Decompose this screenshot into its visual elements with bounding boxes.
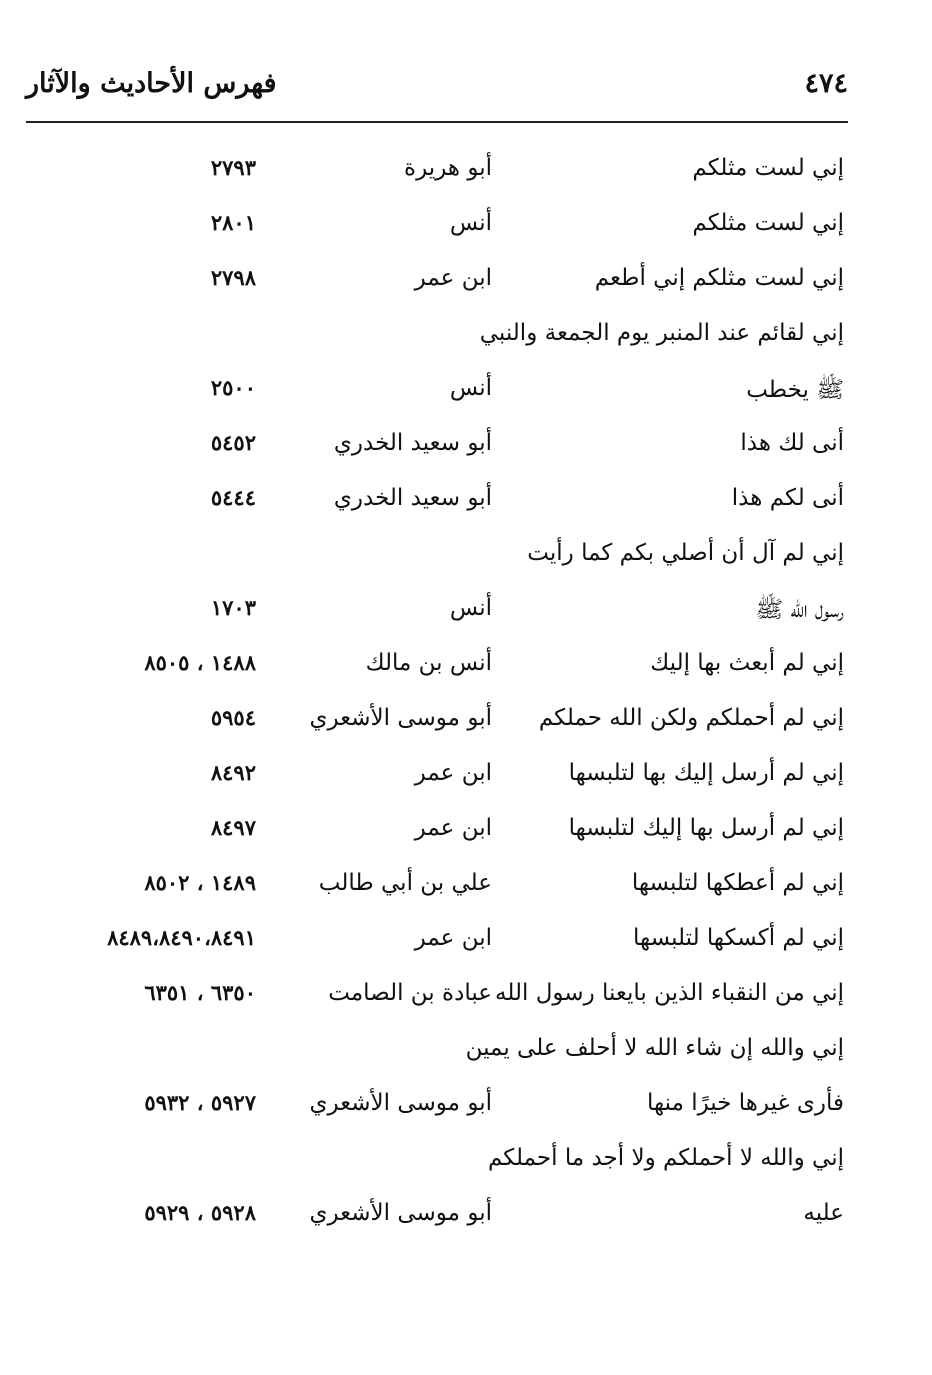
- hadith-number: ٢٧٩٣: [210, 155, 256, 180]
- index-entry: [0, 255, 932, 310]
- index-entry: [0, 640, 932, 695]
- index-entry: [0, 805, 932, 860]
- narrator: أبو موسى الأشعري: [309, 1200, 492, 1226]
- hadith-number: ١٤٨٨ ، ٨٥٠٥: [144, 650, 256, 675]
- hadith-number: ١٧٠٣: [210, 595, 256, 620]
- header-rule: [26, 121, 848, 123]
- hadith-text: إني لم أرسل بها إليك لتلبسها: [568, 815, 844, 841]
- narrator: علي بن أبي طالب: [318, 870, 492, 896]
- narrator: أبو سعيد الخدري: [333, 485, 492, 511]
- narrator: ابن عمر: [414, 925, 492, 951]
- index-entry: [0, 1135, 932, 1190]
- hadith-number: ٨٤٩٧: [210, 815, 256, 840]
- index-entry: [0, 585, 932, 640]
- hadith-text: عليه: [803, 1200, 844, 1226]
- narrator: أنس: [449, 595, 492, 621]
- hadith-text: رسول الله ﷺ: [755, 597, 844, 623]
- index-entry: [0, 970, 932, 1025]
- narrator: أبو موسى الأشعري: [309, 705, 492, 731]
- narrator: أبو هريرة: [404, 155, 492, 181]
- hadith-number: ١٤٨٩ ، ٨٥٠٢: [144, 870, 256, 895]
- index-entry: [0, 310, 932, 365]
- hadith-text: إني لم أرسل إليك بها لتلبسها: [568, 760, 844, 786]
- hadith-text: إني لم أبعث بها إليك: [650, 650, 844, 676]
- index-entry: [0, 1025, 932, 1080]
- narrator: أنس: [449, 375, 492, 401]
- narrator: أبو موسى الأشعري: [309, 1090, 492, 1116]
- page-number: ٤٧٤: [804, 68, 848, 99]
- index-entry: [0, 200, 932, 255]
- narrator: ابن عمر: [414, 815, 492, 841]
- hadith-text: إني لم أكسكها لتلبسها: [632, 925, 844, 951]
- index-entry: [0, 145, 932, 200]
- hadith-text: إني لم أحملكم ولكن الله حملكم: [538, 705, 844, 731]
- hadith-text: إني من النقباء الذين بايعنا رسول الله: [495, 980, 844, 1006]
- hadith-number: ٢٥٠٠: [210, 375, 256, 400]
- hadith-number: ٦٣٥٠ ، ٦٣٥١: [144, 980, 256, 1005]
- hadith-number: ٥٤٤٤: [210, 485, 256, 510]
- index-entry: [0, 1190, 932, 1245]
- hadith-number: ٢٧٩٨: [210, 265, 256, 290]
- hadith-number: ٨٤٨٩،٨٤٩٠،٨٤٩١: [107, 925, 256, 950]
- index-entry: [0, 530, 932, 585]
- index-entry: [0, 750, 932, 805]
- narrator: أنس: [449, 210, 492, 236]
- hadith-text: إني لم آل أن أصلي بكم كما رأيت: [527, 540, 844, 566]
- narrator: أنس بن مالك: [365, 650, 492, 676]
- hadith-text: إني لم أعطكها لتلبسها: [631, 870, 844, 896]
- hadith-number: ٥٩٢٧ ، ٥٩٣٢: [144, 1090, 256, 1115]
- hadith-number: ٥٩٢٨ ، ٥٩٢٩: [144, 1200, 256, 1225]
- hadith-text: إني لست مثلكم: [692, 155, 844, 181]
- hadith-number: ٥٤٥٢: [210, 430, 256, 455]
- hadith-number: ٥٩٥٤: [210, 705, 256, 730]
- hadith-text: فأرى غيرها خيرًا منها: [647, 1090, 844, 1116]
- narrator: عبادة بن الصامت: [328, 980, 492, 1006]
- index-entry: [0, 365, 932, 420]
- index-entry: [0, 1080, 932, 1135]
- narrator: أبو سعيد الخدري: [333, 430, 492, 456]
- running-title: فهرس الأحاديث والآثار: [26, 68, 277, 99]
- hadith-text: إني لست مثلكم: [692, 210, 844, 236]
- page-header: [26, 68, 848, 112]
- narrator: ابن عمر: [414, 760, 492, 786]
- hadith-text: إني والله لا أحملكم ولا أجد ما أحملكم: [488, 1145, 844, 1171]
- index-entry: [0, 475, 932, 530]
- hadith-text: إني لقائم عند المنبر يوم الجمعة والنبي: [479, 320, 844, 346]
- index-entry: [0, 860, 932, 915]
- narrator: ابن عمر: [414, 265, 492, 291]
- hadith-text: إني لست مثلكم إني أطعم: [594, 265, 844, 291]
- hadith-number: ٨٤٩٢: [210, 760, 256, 785]
- hadith-text: إني والله إن شاء الله لا أحلف على يمين: [465, 1035, 844, 1061]
- hadith-text: أنى لك هذا: [740, 430, 844, 456]
- hadith-index-list: [0, 145, 932, 1245]
- hadith-text: أنى لكم هذا: [731, 485, 844, 511]
- index-entry: [0, 695, 932, 750]
- index-entry: [0, 915, 932, 970]
- hadith-number: ٢٨٠١: [210, 210, 256, 235]
- index-entry: [0, 420, 932, 475]
- hadith-text: ﷺ يخطب: [746, 377, 844, 403]
